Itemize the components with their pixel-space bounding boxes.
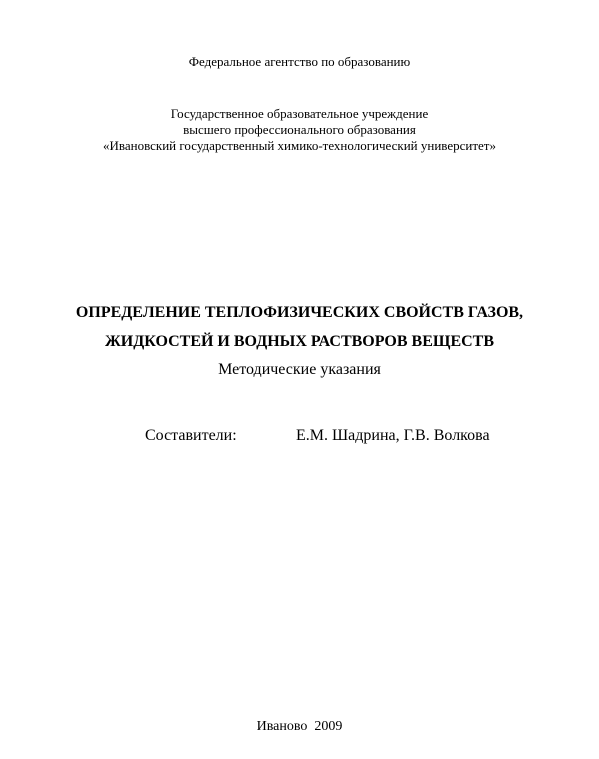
document-subtitle: Методические указания [218,361,381,378]
institution-line-1: Государственное образовательное учреждение [170,106,429,121]
institution-line-3: «Ивановский государственный химико-технологический университет» [103,138,496,153]
institution-line-2: высшего профессионального образования [183,122,416,137]
compilers-names: Е.М. Шадрина, Г.В. Волкова [296,427,490,444]
city-year: Иваново 2009 [256,719,343,734]
compilers-label: Составители: [145,427,237,444]
agency-name: Федеральное агентство по образованию [188,54,411,69]
document-title-line-1: ОПРЕДЕЛЕНИЕ ТЕПЛОФИЗИЧЕСКИХ СВОЙСТВ ГАЗОВ, [75,304,524,321]
document-title-line-2: ЖИДКОСТЕЙ И ВОДНЫХ РАСТВОРОВ ВЕЩЕСТВ [104,333,495,350]
